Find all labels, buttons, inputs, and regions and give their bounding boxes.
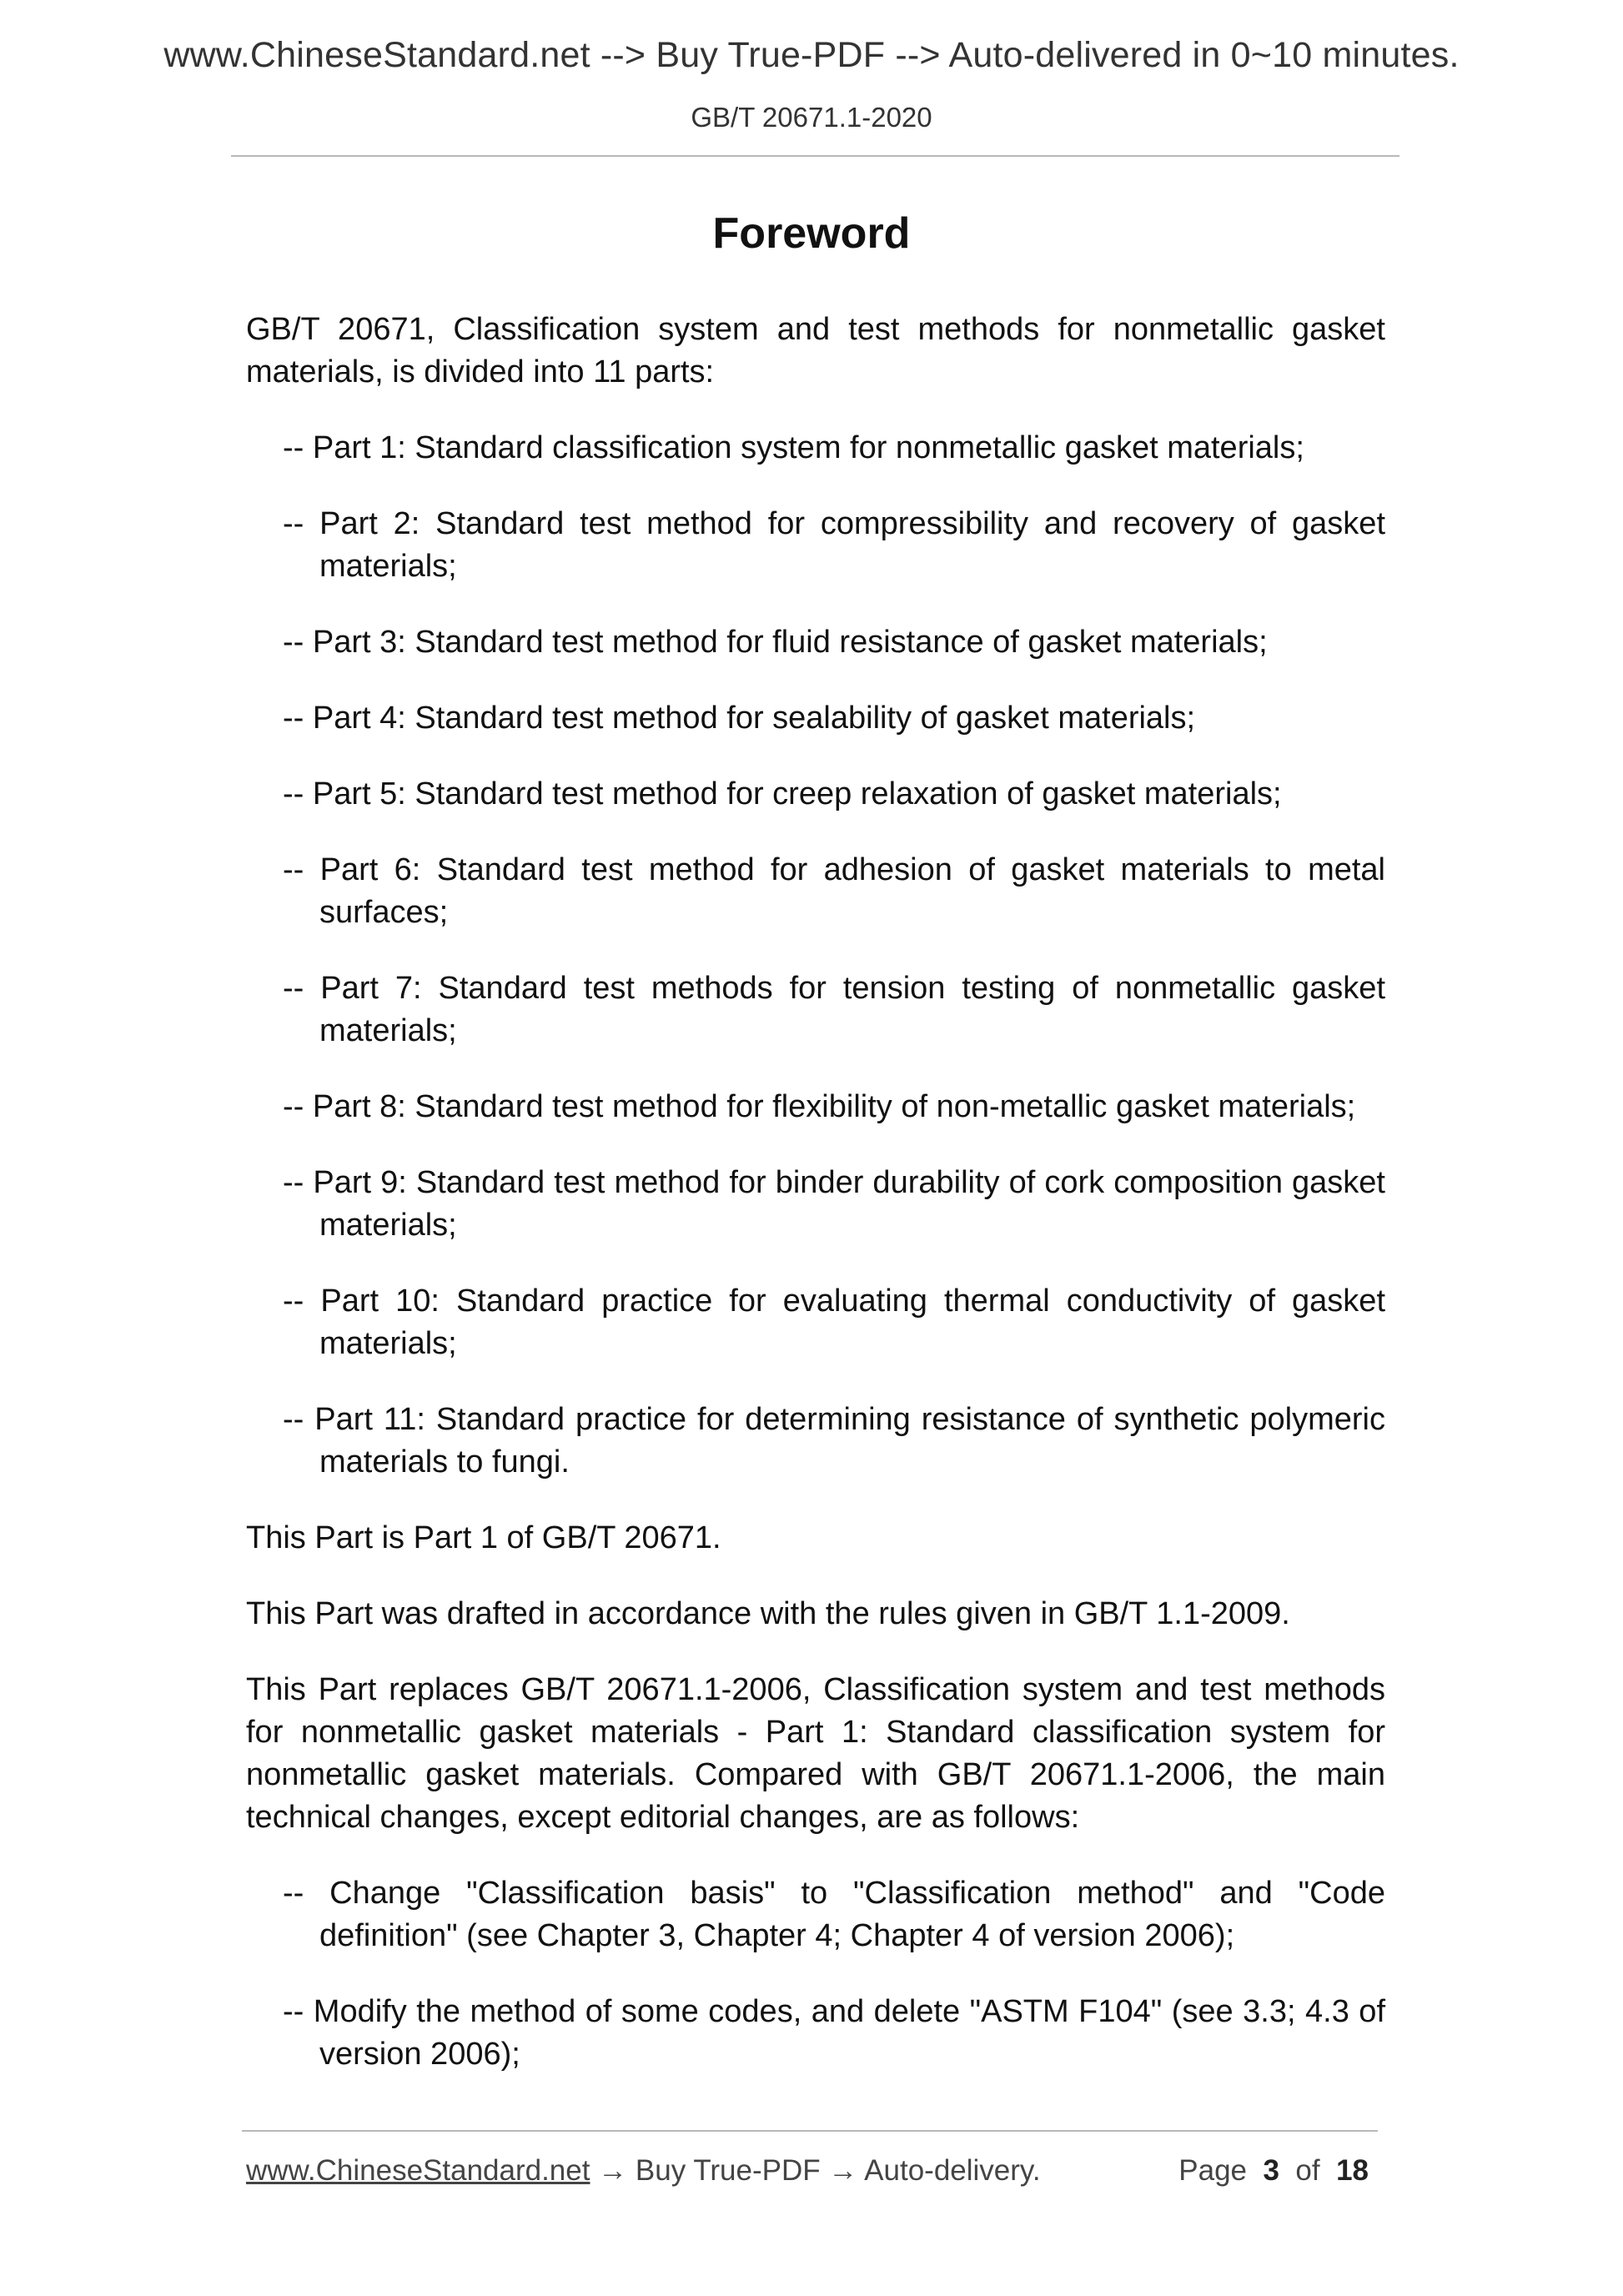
changes-list: [246, 1872, 1385, 2076]
list-item-part-4: -- Part 4: Standard test method for sealability of gasket materials;: [283, 701, 1196, 736]
page-indicator: [1178, 2154, 1369, 2188]
page-title: Foreword: [712, 209, 911, 258]
page-label: Page: [1178, 2154, 1248, 2187]
current-page-number: 3: [1263, 2154, 1279, 2187]
footer-website-link[interactable]: www.ChineseStandard.net: [246, 2154, 590, 2187]
document-body: [246, 309, 1385, 2109]
footer-tagline: → Buy True-PDF → Auto-delivery.: [590, 2154, 1041, 2187]
intro-paragraph: GB/T 20671, Classification system and test methods for nonmetallic gasket materials, is divided into 11 parts:: [246, 312, 1385, 389]
footer-divider: [242, 2130, 1378, 2132]
standard-number-header: GB/T 20671.1-2020: [691, 102, 932, 133]
list-item-part-10: -- Part 10: Standard practice for evaluating thermal conductivity of gasket materials;: [283, 1284, 1385, 1361]
top-banner: www.ChineseStandard.net --> Buy True-PDF --> Auto-delivered in 0~10 minutes.: [163, 35, 1460, 75]
list-item-part-11: -- Part 11: Standard practice for determining resistance of synthetic polymeric materials to fungi.: [283, 1402, 1385, 1480]
list-item-part-5: -- Part 5: Standard test method for creep relaxation of gasket materials;: [283, 776, 1282, 811]
part-statement: This Part is Part 1 of GB/T 20671.: [246, 1520, 721, 1555]
drafting-statement: This Part was drafted in accordance with the rules given in GB/T 1.1-2009.: [246, 1596, 1290, 1631]
list-item-part-8: -- Part 8: Standard test method for flexibility of non-metallic gasket materials;: [283, 1089, 1356, 1124]
list-item-part-9: -- Part 9: Standard test method for binder durability of cork composition gasket materials;: [283, 1165, 1385, 1243]
page-footer: [246, 2154, 1378, 2188]
list-item-part-7: -- Part 7: Standard test methods for tension testing of nonmetallic gasket materials;: [283, 971, 1385, 1048]
parts-list: [246, 427, 1385, 1484]
list-item-part-6: -- Part 6: Standard test method for adhesion of gasket materials to metal surfaces;: [283, 852, 1385, 930]
list-item-part-1: -- Part 1: Standard classification system for nonmetallic gasket materials;: [283, 430, 1304, 465]
list-item-part-2: -- Part 2: Standard test method for compressibility and recovery of gasket materials;: [283, 506, 1385, 584]
page-of-label: of: [1295, 2154, 1320, 2187]
replacement-statement: This Part replaces GB/T 20671.1-2006, Classification system and test methods for nonmetallic gasket materials - Part 1: Standard classification system for nonmetallic gasket materials. Compared with GB/T 20671.1-2006, the main technical changes, except editorial changes, are as follows:: [246, 1672, 1385, 1835]
list-item-change-1: -- Change "Classification basis" to "Classification method" and "Code definition" (see Chapter 3, Chapter 4; Chapter 4 of version 2006);: [283, 1876, 1385, 1953]
list-item-part-3: -- Part 3: Standard test method for fluid resistance of gasket materials;: [283, 625, 1268, 660]
total-pages-number: 18: [1336, 2154, 1369, 2187]
header-divider: [231, 155, 1399, 157]
list-item-change-2: -- Modify the method of some codes, and delete "ASTM F104" (see 3.3; 4.3 of version 2006);: [283, 1994, 1385, 2072]
